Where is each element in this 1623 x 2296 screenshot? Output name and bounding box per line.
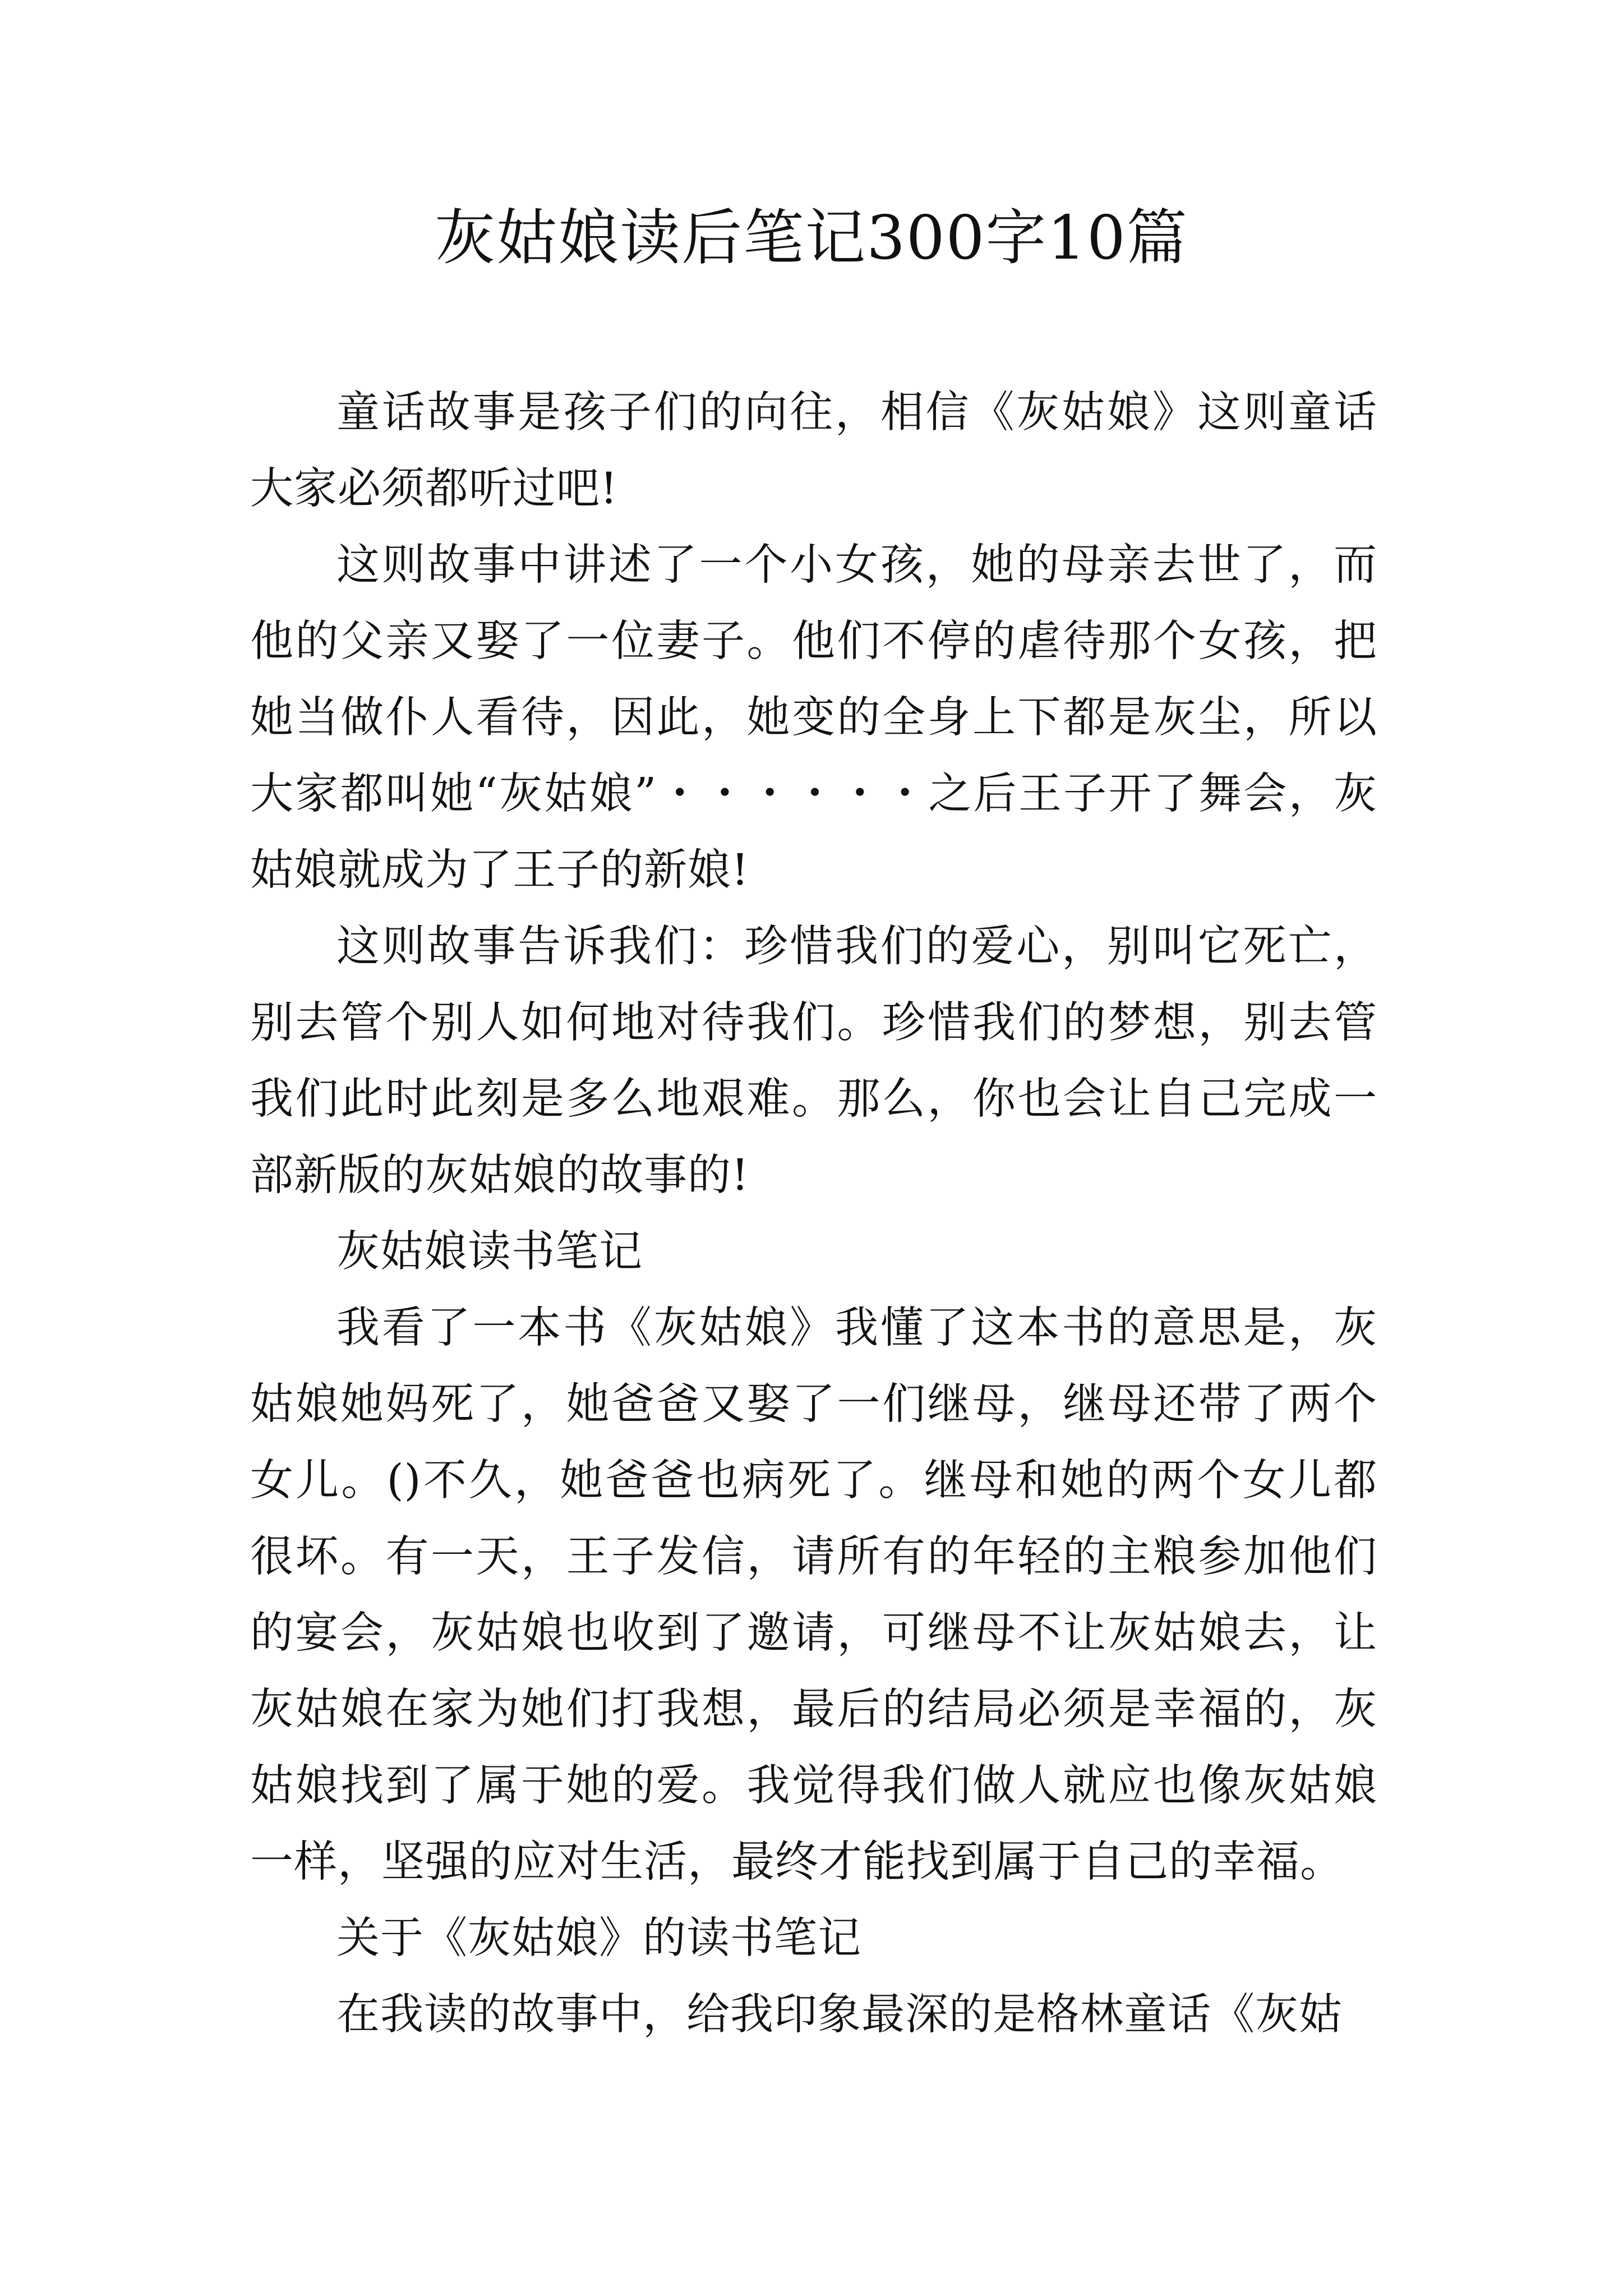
section-heading-reading-notes: 灰姑娘读书笔记 [336,1227,643,1277]
section-heading-about-cinderella: 关于《灰姑娘》的读书笔记 [336,1913,861,1963]
paragraph-story-summary: 这则故事中讲述了一个小女孩，她的母亲去世了，而他的父亲又娶了一位妻子。他们不停的虐待那个女孩，把她当做仆人看待，因此，她变的全身上下都是灰尘，所以大家都叫她“灰姑娘”・・・・・・之后王子开了舞会，灰姑娘就成为了王子的新娘! [250,540,1377,895]
document-body [250,375,1377,2053]
paragraph-reading-notes: 我看了一本书《灰姑娘》我懂了这本书的意思是，灰姑娘她妈死了，她爸爸又娶了一们继母，继母还带了两个女儿。()不久，她爸爸也病死了。继母和她的两个女儿都很坏。有一天，王子发信，请所有的年轻的主粮参加他们的宴会，灰姑娘也收到了邀请，可继母不让灰姑娘去，让灰姑娘在家为她们打我想，最后的结局必须是幸福的，灰姑娘找到了属于她的爱。我觉得我们做人就应也像灰姑娘一样，坚强的应对生活，最终才能找到属于自己的幸福。 [250,1303,1377,1887]
paragraph-moral: 这则故事告诉我们：珍惜我们的爱心，别叫它死亡，别去管个别人如何地对待我们。珍惜我们的梦想，别去管我们此时此刻是多么地艰难。那么，你也会让自己完成一部新版的灰姑娘的故事的! [250,922,1377,1200]
paragraph-grimm-intro: 在我读的故事中，给我印象最深的是格林童话《灰姑 [336,1990,1343,2040]
paragraph-intro: 童话故事是孩子们的向往，相信《灰姑娘》这则童话大家必须都听过吧! [250,388,1377,514]
document-title: 灰姑娘读后笔记300字10篇 [435,203,1188,273]
